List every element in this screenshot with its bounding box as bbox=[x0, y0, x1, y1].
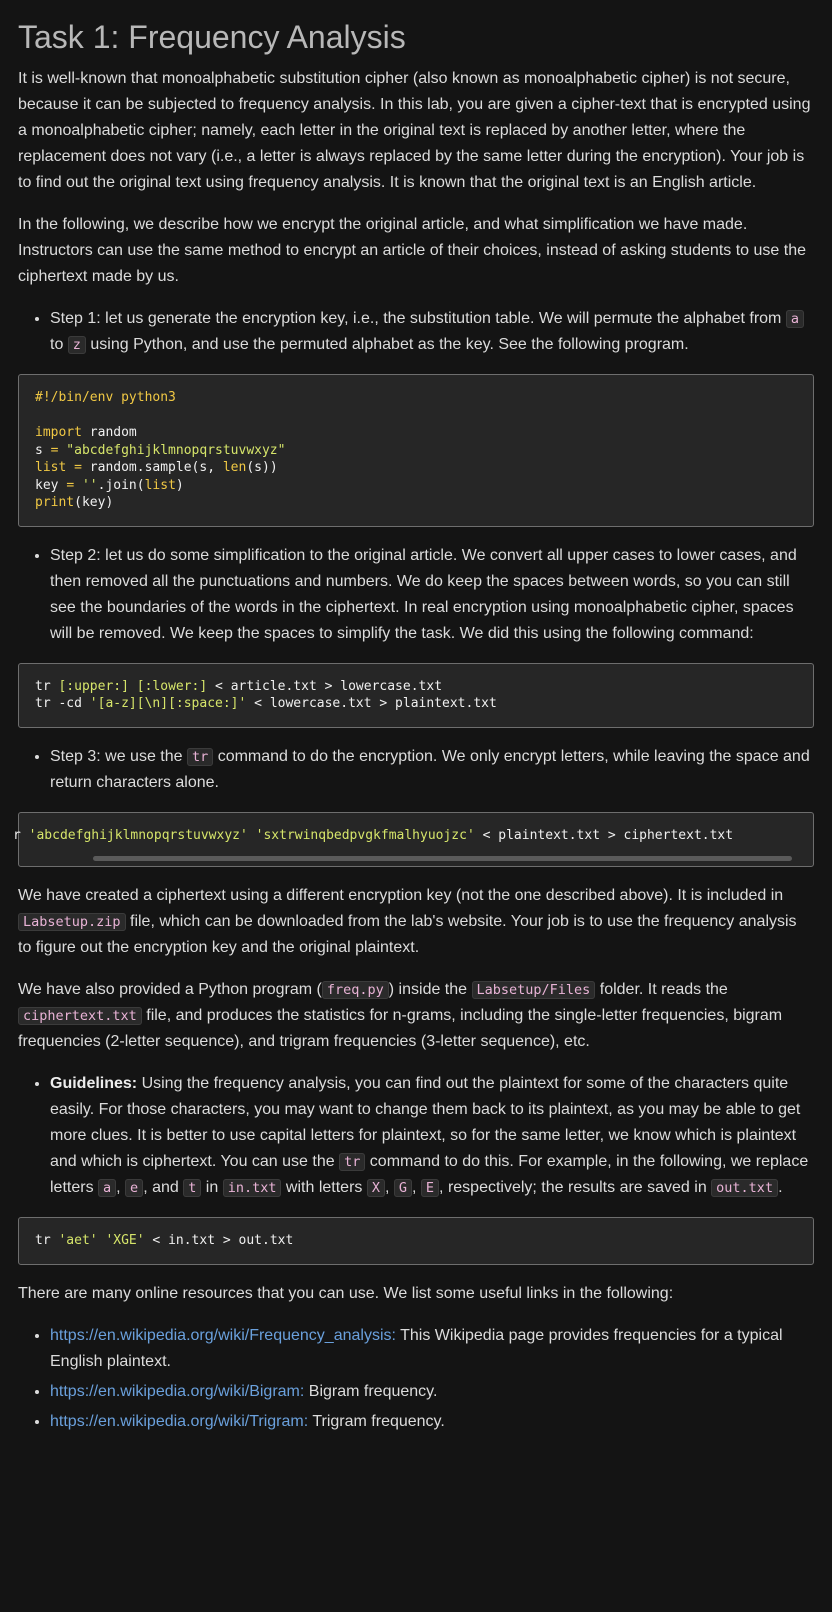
page-title: Task 1: Frequency Analysis bbox=[18, 19, 406, 55]
document bbox=[0, 16, 832, 1435]
inline-code: Labsetup/Files bbox=[472, 981, 596, 999]
inline-code: in.txt bbox=[223, 1179, 282, 1197]
tr-replace-code-block[interactable]: tr 'aet' 'XGE' < in.txt > out.txt bbox=[18, 1217, 814, 1265]
inline-code: e bbox=[125, 1179, 143, 1197]
freq-program-paragraph: We have also provided a Python program ( freq.py ) inside the Labsetup/Files folder. It reads the ciphertext.txt file, and produces the statistics for n-grams, including the single-letter frequencies, bigram frequencies (2-letter sequence), and trigram frequencies (3-letter sequence), etc. bbox=[18, 981, 783, 1050]
step1-list bbox=[18, 306, 814, 358]
inline-code: X bbox=[367, 1179, 385, 1197]
inline-code: tr bbox=[339, 1153, 365, 1171]
link-bigram[interactable]: https://en.wikipedia.org/wiki/Bigram: bbox=[50, 1382, 305, 1400]
resource-links-list bbox=[18, 1323, 814, 1435]
list-item: • https://en.wikipedia.org/wiki/Bigram: Bigram frequency. bbox=[50, 1379, 814, 1405]
inline-code: out.txt bbox=[711, 1179, 778, 1197]
inline-code: t bbox=[183, 1179, 201, 1197]
step1-item: • Step 1: let us generate the encryption key, i.e., the substitution table. We will permute the alphabet from a to z using Python, and use the permuted alphabet as the key. See the following program. bbox=[50, 306, 814, 358]
step3-item: • Step 3: we use the tr command to do the encryption. We only encrypt letters, while leaving the space and return characters alone. bbox=[50, 744, 814, 796]
inline-code: Labsetup.zip bbox=[18, 913, 126, 931]
step2-list bbox=[18, 543, 814, 647]
inline-code: freq.py bbox=[322, 981, 389, 999]
list-item: • https://en.wikipedia.org/wiki/Trigram: Trigram frequency. bbox=[50, 1409, 814, 1435]
method-paragraph: In the following, we describe how we encrypt the original article, and what simplification we have made. Instructors can use the same method to encrypt an article of their choices, instead of asking students to use the ciphertext made by us. bbox=[18, 216, 806, 285]
inline-code: E bbox=[421, 1179, 439, 1197]
inline-code: G bbox=[394, 1179, 412, 1197]
intro-paragraph: It is well-known that monoalphabetic substitution cipher (also known as monoalphabetic cipher) is not secure, because it can be subjected to frequency analysis. In this lab, you are given a cipher-text that is encrypted using a monoalphabetic cipher; namely, each letter in the original text is replaced by another letter, where the replacement does not vary (i.e., a letter is always replaced by the same letter during the encryption). Your job is to find out the original text using frequency analysis. It is known that the original text is an English article. bbox=[18, 70, 811, 191]
link-trigram[interactable]: https://en.wikipedia.org/wiki/Trigram: bbox=[50, 1412, 309, 1430]
inline-code: tr bbox=[187, 748, 213, 766]
tr-lowercase-code-block[interactable]: tr [:upper:] [:lower:] < article.txt > lowercase.txt tr -cd '[a-z][\n][:space:]' < lowercase.txt > plaintext.txt bbox=[18, 663, 814, 728]
guidelines-item: • Guidelines: Using the frequency analysis, you can find out the plaintext for some of the characters quite easily. For those characters, you may want to change them back to its plaintext, as you may be able to get more clues. It is better to use capital letters for plaintext, so for the same letter, we know which is plaintext and which is ciphertext. You can use the tr command to do this. For example, in the following, we replace letters a , e , and t in in.txt with letters X , G , E , respectively; the results are saved in out.txt . bbox=[50, 1071, 814, 1201]
horizontal-scrollbar[interactable] bbox=[93, 856, 792, 861]
encrypt-code-container bbox=[13, 812, 814, 868]
step2-item: • Step 2: let us do some simplification to the original article. We convert all upper cases to lower cases, and then removed all the punctuations and numbers. We do keep the spaces between words, so you can still see the boundaries of the words in the ciphertext. In real encryption using monoalphabetic cipher, spaces will be removed. We keep the spaces to simplify the task. We did this using the following command: bbox=[50, 543, 814, 647]
inline-code: ciphertext.txt bbox=[18, 1007, 142, 1025]
link-frequency-analysis[interactable]: https://en.wikipedia.org/wiki/Frequency_analysis: bbox=[50, 1326, 396, 1344]
inline-code: a bbox=[786, 310, 804, 328]
encrypt-code-block[interactable]: r 'abcdefghijklmnopqrstuvwxyz' 'sxtrwinqbedpvgkfmalhyuojzc' < plaintext.txt > ciphertext.txt bbox=[18, 812, 814, 868]
inline-code: a bbox=[98, 1179, 116, 1197]
step3-list bbox=[18, 744, 814, 796]
inline-code: z bbox=[68, 336, 86, 354]
ciphertext-paragraph: We have created a ciphertext using a different encryption key (not the one described above). It is included in Labsetup.zip file, which can be downloaded from the lab's website. Your job is to use the frequency analysis to figure out the encryption key and the original plaintext. bbox=[18, 887, 797, 956]
guidelines-list bbox=[18, 1071, 814, 1201]
list-item: • https://en.wikipedia.org/wiki/Frequency_analysis: This Wikipedia page provides frequencies for a typical English plaintext. bbox=[50, 1323, 814, 1375]
python-code-block[interactable]: #!/bin/env python3 import random s = "abcdefghijklmnopqrstuvwxyz" list = random.sample(s, len(s)) key = ''.join(list) print(key) bbox=[18, 374, 814, 527]
resources-paragraph: There are many online resources that you can use. We list some useful links in the following: bbox=[18, 1284, 674, 1302]
